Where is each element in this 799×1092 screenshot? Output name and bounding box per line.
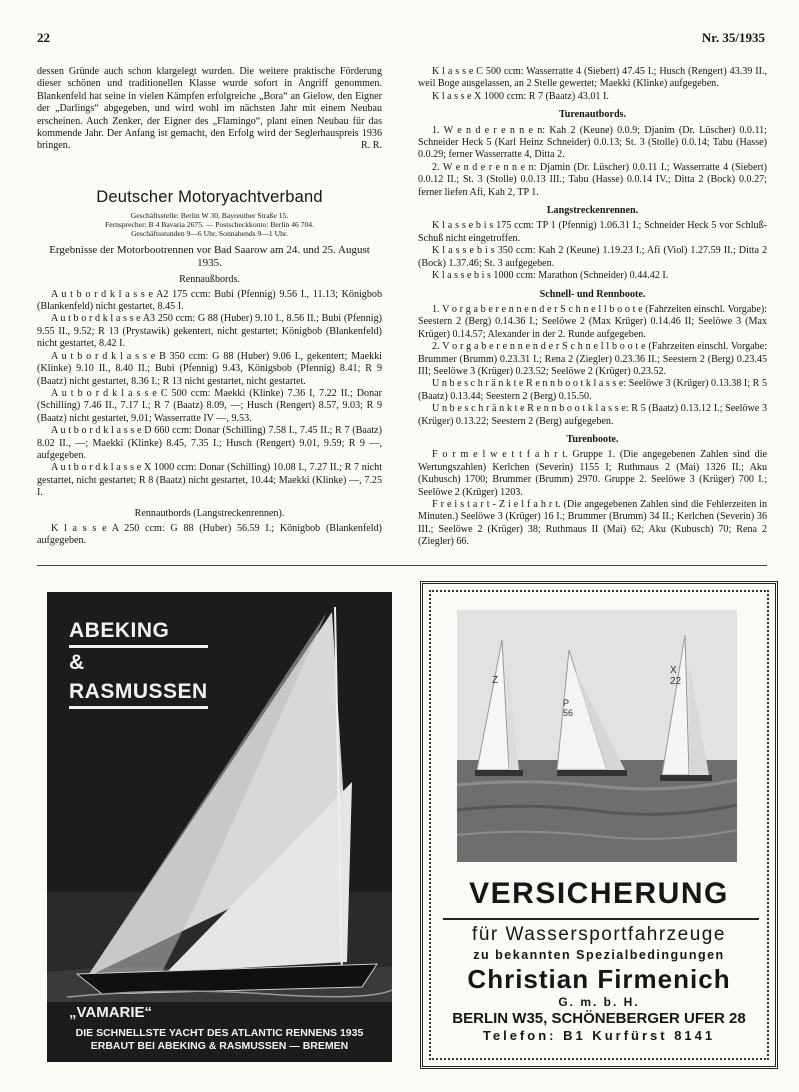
abeking-rasmussen-ad [47, 592, 392, 1062]
insurance-line-1: für Wassersportfahrzeuge [472, 924, 726, 945]
sail-number-3: X 22 [670, 665, 682, 687]
brand-line-1: ABEKING [69, 618, 208, 648]
sail-number-1: Z [492, 675, 499, 686]
company-phone: Telefon: B1 Kurfürst 8141 [482, 1028, 716, 1043]
insurance-title: VERSICHERUNG [469, 877, 729, 910]
result-paragraph: A u t b o r d k l a s s e A2 175 ccm: Bubi (Pfennig) 9.56 I., 11.13; Königbob (Blankenfeld) nicht gestartet, 8.45 I. [37, 288, 382, 313]
sail-number-2: P 56 [563, 698, 574, 718]
author-sign: R. R. [360, 140, 382, 152]
org-info-1: Geschäftsstelle: Berlin W 30, Bayreuther Straße 15. [130, 211, 289, 221]
section-langstrecken: Rennautbords (Langstreckenrennen). [134, 507, 285, 519]
left-column [37, 66, 382, 548]
result-paragraph: 2. W e n d e r e n n e n: Djamin (Dr. Lüscher) 0.0.11 I.; Wasserratte 4 (Siebert) 0.0.12 II.; St. 3 (Stolle) 0.0.13 III.; Tabu (Hasse) 0.0.14 IV.; Ditta 2 (Bock) 0.0.27; ferner liefen Afi, Kah 2, TP 1. [418, 161, 767, 198]
section-turenboote: Turenboote. [566, 433, 619, 445]
result-paragraph: K l a s s e X 1000 ccm: R 7 (Baatz) 43.01 I. [432, 90, 609, 102]
abeking-logo-text [69, 618, 208, 711]
firmenich-insurance-ad [420, 581, 778, 1069]
section-schnellboote: Schnell- und Rennboote. [539, 288, 646, 300]
org-info-2: Fernsprecher: B 4 Bavaria 2675. — Postscheckkonto: Berlin 46 704. [104, 220, 314, 230]
section-rennautbords: Rennaußbords. [179, 274, 240, 286]
result-paragraph: A u t b o r d k l a s s e B 350 ccm: G 88 (Huber) 9.06 I., gekentert; Maekki (Klinke) 9.10 II., 8.40 II.; Bubi (Pfennig) 9.43, Königsbob (Pfennig) 8.41; R 9 (Baatz) nicht gestartet, 8.36 I.; R 13 nicht gestartet, nicht gestartet. [37, 350, 382, 387]
result-paragraph: K l a s s e A 250 ccm: G 88 (Huber) 56.59 I.; Königbob (Blankenfeld) aufgegeben. [37, 522, 382, 547]
ad-caption [57, 1027, 382, 1053]
sailboats-photo [457, 610, 737, 862]
title-rule [443, 918, 759, 920]
result-paragraph: F r e i s t a r t - Z i e l f a h r t. (Die angegebenen Zahlen sind die Fehlerzeiten in Minuten.) Seelöwe 3 (Krüger) 16 I.; Brummer (Brumm) 34 II.; Kerlchen (Severin) 36 III.; Seelöwe 2 (Krüger) 38; Ruthmaus II (Mai) 62; Aku (Kubusch) 70; Rena 2 (Ziegler) 66. [418, 499, 767, 548]
ship-name: „VAMARIE“ [69, 1004, 153, 1021]
result-paragraph: U n b e s c h r ä n k t e R e n n b o o t k l a s s e: Seelöwe 3 (Krüger) 0.13.38 I; R 5 (Baatz) 0.13.44; Seestern 2 (Berg) 0.15.50. [418, 378, 767, 402]
result-paragraph: 1. V o r g a b e r e n n e n d e r S c h n e l l b o o t e (Fahrzeiten einschl. Vorgabe): Seestern 2 (Berg) 0.14.36 I.; Seelöwe 2 (Max Krüger) 0.14.46 II; Seelöwe 3 (Max Krüger) 0.14.57; Alexander in der 2. Runde aufgegeben. [418, 303, 767, 340]
caption-line-2: ERBAUT BEI ABEKING & RASMUSSEN — BREMEN [90, 1040, 349, 1052]
section-langstreckenrennen: Langstreckenrennen. [546, 205, 639, 217]
results-title: Ergebnisse der Motorbootrennen vor Bad Saarow am 24. und 25. August 1935. [49, 244, 370, 270]
brand-ampersand: & [69, 651, 85, 674]
org-title: Deutscher Motoryachtverband [96, 187, 323, 206]
result-paragraph: U n b e s c h r ä n k t e R e n n b o o t k l a s s e: R 5 (Baatz) 0.13.12 I.; Seelöwe 3 (Krüger) 0.13.22; Seestern 2 (Berg) aufgegeben. [418, 403, 767, 427]
result-paragraph: A u t b o r d k l a s s e A3 250 ccm: G 88 (Huber) 9.10 I., 8.56 II.; Bubi (Pfennig) 9.55 II., 9.52; R 13 (Prystawik) gekentert, nicht gestartet; Königbob (Blankenfeld) nicht gestartet, 8.42 I. [37, 313, 382, 350]
company-address: BERLIN W35, SCHÖNEBERGER UFER 28 [452, 1010, 746, 1027]
company-gmbh: G. m. b. H. [558, 995, 640, 1009]
insurance-line-2: zu bekannten Spezialbedingungen [473, 948, 725, 962]
issue-number: Nr. 35/1935 [701, 30, 765, 45]
section-turenautbords: Turenautbords. [558, 109, 627, 121]
caption-line-1: DIE SCHNELLSTE YACHT DES ATLANTIC RENNENS 1935 [75, 1027, 364, 1039]
result-paragraph: A u t b o r d k l a s s e C 500 ccm: Maekki (Klinke) 7.36 I, 7.22 II.; Donar (Schilling) 7.46 II., 7.17 I.; R 7 (Baatz) 8.09, —; Husch (Rengert) 8.57, 9.03; R 9 (Baatz) nicht gestartet, 9.01; Wasserratte IV —, 9.53. [37, 387, 382, 424]
result-paragraph: K l a s s e b i s 1000 ccm: Marathon (Schneider) 0.44.42 I. [432, 270, 669, 282]
page-number: 22 [37, 30, 50, 45]
result-paragraph: 1. W e n d e r e n n e n: Kah 2 (Keune) 0.0.9; Djanim (Dr. Lüscher) 0.0.11; Schneider Heck 5 (Karl Heinz Schneider) 0.0.13; St. 3 (Stolle) 0.0.14; Tabu (Hasse) 0.0.29; ferner Wasserratte 4, Ditta 2. [418, 124, 767, 161]
sailboats-illustration [457, 610, 737, 862]
org-info-3: Geschäftsstunden 9—6 Uhr, Sonnabends 9—1 Uhr. [131, 229, 288, 239]
result-paragraph: F o r m e l w e t t f a h r t. Gruppe 1. (Die angegebenen Zahlen sind die Wertungszahlen) Kerlchen (Severin) 1155 I; Ruthmaus 2 (Mai) 1326 II.; Aku (Kubusch) 1700; Brummer (Brumm) 2970. Gruppe 2. Seelöwe 3 (Krüger) 700 I.; Seelöwe 2 (Krüger) 1203. [418, 449, 767, 498]
brand-line-3: RASMUSSEN [69, 679, 208, 709]
intro-paragraph: dessen Gründe auch schon klargelegt wurden. Die weitere praktische Förderung dieser schönen und traditionellen Klasse wurde sofort in Angriff genommen. Blankenfeld hat seine in vielen Kämpfen erfolgreiche „Bora“ an Gielow, den Eigner der „Darlings“ abgegeben, und wird wohl im nächsten Jahr mit einem Neubau erscheinen. Auch Zenker, der Eigner des „Flamingo“, plant einen Neubau für das kommende Jahr. Der Anfang ist gemacht, den Erfolg wird der Seglerhauspreis 1936 bringen. R. R. [37, 66, 382, 152]
result-paragraph: A u t b o r d k l a s s e X 1000 ccm: Donar (Schilling) 10.08 I., 7.27 II.; R 7 nicht gestartet, nicht gestartet; R 8 (Baatz) nicht gestartet, 10.44; Maekki (Klinke) —, 7.25 I. [37, 462, 382, 499]
result-paragraph: 2. V o r g a b e r e n n e n d e r S c h n e l l b o o t e (Fahrzeiten einschl. Vorgabe: Brummer (Brumm) 0.23.31 I.; Rena 2 (Ziegler) 0.23.36 II.; Seestern 2 (Berg) 0.23.45 III; Seelöwe 3 (Krüger) 0.23.52; Seelöwe 2 (Krüger) 0.23.52. [418, 341, 767, 377]
result-paragraph: A u t b o r d k l a s s e D 660 ccm: Donar (Schilling) 7.58 I., 7.45 II.; R 7 (Baatz) 8.02 II., —; Maekki (Klinke) 8.45, 7.35 I.; Husch (Rengert) 9.01, 9.59; R 9 —, aufgegeben. [37, 425, 382, 461]
column-divider-rule [37, 565, 767, 566]
right-column [418, 66, 767, 549]
result-paragraph: K l a s s e b i s 350 ccm: Kah 2 (Keune) 1.19.23 I.; Afi (Viol) 1.27.59 II.; Ditta 2 (Bock) 1.37.46; St. 3 aufgegeben. [418, 245, 767, 269]
result-paragraph: K l a s s e C 500 ccm: Wasserratte 4 (Siebert) 47.45 I.; Husch (Rengert) 43.39 II., weil Boge ausgelassen, an 2 Stelle gewertet; Maekki (Klinke) aufgegeben. [418, 66, 767, 90]
company-name: Christian Firmenich [467, 964, 731, 994]
result-paragraph: K l a s s e b i s 175 ccm: TP 1 (Pfennig) 1.06.31 I.; Schneider Heck 5 vor Schluß-Schuß nicht eingetroffen. [418, 220, 767, 244]
